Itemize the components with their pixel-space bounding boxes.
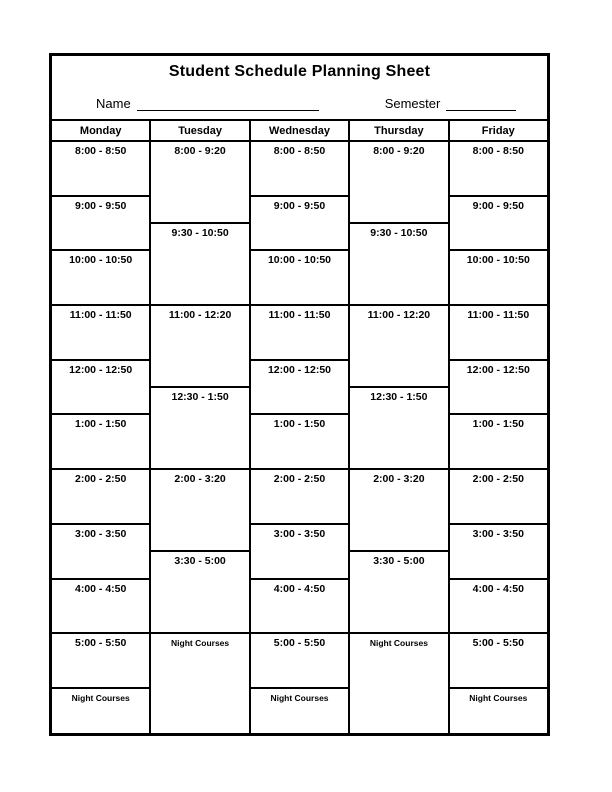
name-semester-row [96,96,547,111]
semester-input-line[interactable] [446,97,516,111]
slot-cell-friday-night[interactable]: Night Courses [450,689,547,733]
slot-cell-tuesday[interactable]: 12:30 - 1:50 [151,388,248,468]
slot-cell-thursday[interactable]: 11:00 - 12:20 [350,306,447,386]
slot-cell-wednesday[interactable]: 1:00 - 1:50 [251,415,348,468]
day-header-thursday: Thursday [350,121,447,140]
semester-label: Semester [384,96,441,111]
slot-cell-monday[interactable]: 11:00 - 11:50 [52,306,149,359]
slot-cell-wednesday[interactable]: 4:00 - 4:50 [251,580,348,633]
slot-cell-tuesday[interactable]: 8:00 - 9:20 [151,142,248,222]
slot-cell-thursday[interactable]: 9:30 - 10:50 [350,224,447,304]
slot-cell-thursday[interactable]: 2:00 - 3:20 [350,470,447,550]
slot-cell-wednesday[interactable]: 9:00 - 9:50 [251,197,348,250]
slot-cell-friday[interactable]: 8:00 - 8:50 [450,142,547,195]
slot-cell-monday[interactable]: 1:00 - 1:50 [52,415,149,468]
slot-cell-friday[interactable]: 5:00 - 5:50 [450,634,547,687]
sheet-header [52,56,547,119]
day-header-friday: Friday [450,121,547,140]
slot-cell-wednesday-night[interactable]: Night Courses [251,689,348,733]
slot-cell-wednesday[interactable]: 11:00 - 11:50 [251,306,348,359]
day-header-monday: Monday [52,121,149,140]
slot-cell-thursday[interactable]: 12:30 - 1:50 [350,388,447,468]
name-input-line[interactable] [137,97,319,111]
slot-cell-friday[interactable]: 4:00 - 4:50 [450,580,547,633]
slot-cell-monday[interactable]: 8:00 - 8:50 [52,142,149,195]
slot-cell-monday[interactable]: 5:00 - 5:50 [52,634,149,687]
slot-cell-wednesday[interactable]: 3:00 - 3:50 [251,525,348,578]
slot-cell-monday[interactable]: 9:00 - 9:50 [52,197,149,250]
slot-cell-wednesday[interactable]: 10:00 - 10:50 [251,251,348,304]
slot-cell-wednesday[interactable]: 2:00 - 2:50 [251,470,348,523]
schedule-grid [52,119,547,733]
slot-cell-tuesday[interactable]: 11:00 - 12:20 [151,306,248,386]
slot-cell-friday[interactable]: 1:00 - 1:50 [450,415,547,468]
slot-cell-friday[interactable]: 12:00 - 12:50 [450,361,547,414]
slot-cell-tuesday[interactable]: 9:30 - 10:50 [151,224,248,304]
day-header-tuesday: Tuesday [151,121,248,140]
slot-cell-monday[interactable]: 3:00 - 3:50 [52,525,149,578]
day-header-wednesday: Wednesday [251,121,348,140]
name-label: Name [96,96,131,111]
slot-cell-monday[interactable]: 4:00 - 4:50 [52,580,149,633]
slot-cell-monday[interactable]: 12:00 - 12:50 [52,361,149,414]
slot-cell-monday[interactable]: 2:00 - 2:50 [52,470,149,523]
slot-cell-tuesday[interactable]: 2:00 - 3:20 [151,470,248,550]
slot-cell-monday[interactable]: 10:00 - 10:50 [52,251,149,304]
slot-cell-friday[interactable]: 9:00 - 9:50 [450,197,547,250]
slot-cell-friday[interactable]: 11:00 - 11:50 [450,306,547,359]
slot-cell-wednesday[interactable]: 8:00 - 8:50 [251,142,348,195]
slot-cell-friday[interactable]: 3:00 - 3:50 [450,525,547,578]
slot-cell-friday[interactable]: 10:00 - 10:50 [450,251,547,304]
slot-cell-friday[interactable]: 2:00 - 2:50 [450,470,547,523]
schedule-sheet [49,53,550,736]
slot-cell-thursday-night[interactable]: Night Courses [350,634,447,733]
slot-cell-tuesday-night[interactable]: Night Courses [151,634,248,733]
slot-cell-thursday[interactable]: 3:30 - 5:00 [350,552,447,632]
slot-cell-thursday[interactable]: 8:00 - 9:20 [350,142,447,222]
slot-cell-wednesday[interactable]: 5:00 - 5:50 [251,634,348,687]
slot-cell-tuesday[interactable]: 3:30 - 5:00 [151,552,248,632]
slot-cell-wednesday[interactable]: 12:00 - 12:50 [251,361,348,414]
page-title: Student Schedule Planning Sheet [168,63,431,80]
slot-cell-monday-night[interactable]: Night Courses [52,689,149,733]
